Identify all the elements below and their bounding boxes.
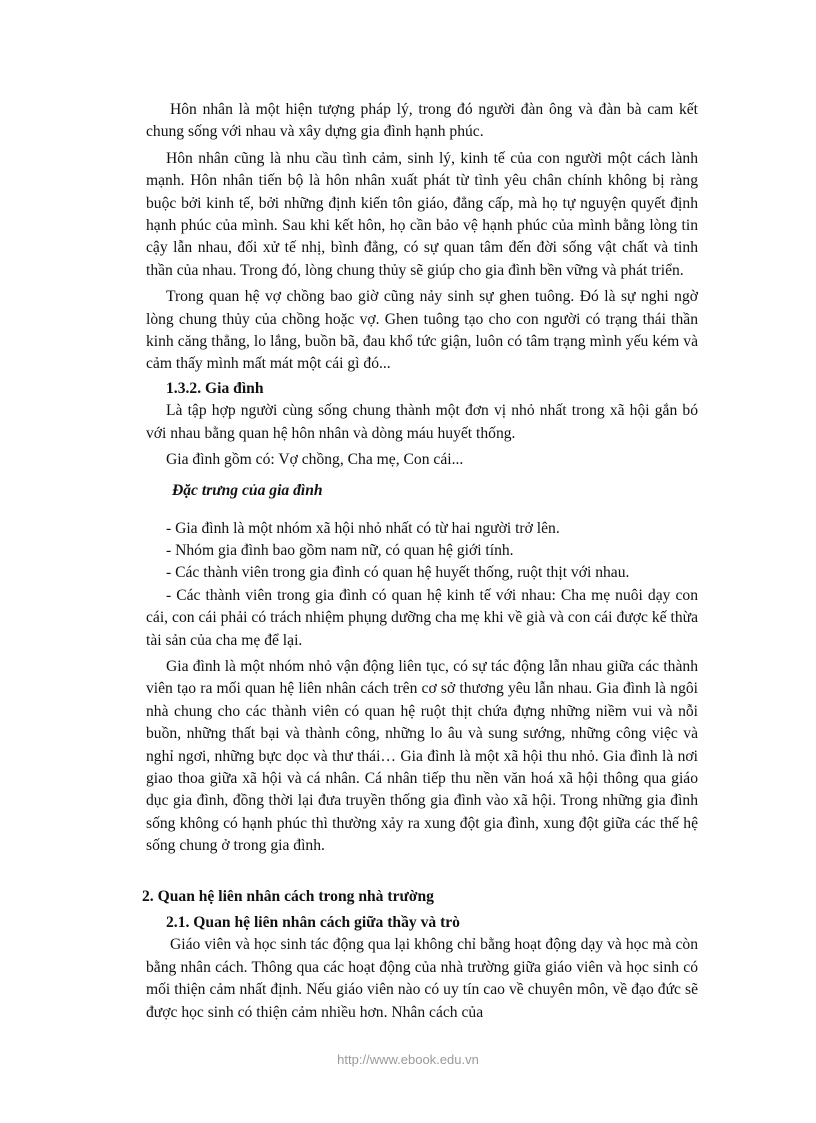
- list-item: - Các thành viên trong gia đình có quan hệ kinh tế với nhau: Cha mẹ nuôi dạy con cái, con cái phải có trách nhiệm phụng dưỡng cha mẹ khi về già và con cái được kế thừa tài sản của cha mẹ để lại.: [146, 586, 698, 649]
- list-item: - Các thành viên trong gia đình có quan hệ huyết thống, ruột thịt với nhau.: [166, 564, 630, 582]
- footer-url: http://www.ebook.edu.vn: [337, 1052, 479, 1067]
- section-heading-family: 1.3.2. Gia đình: [166, 379, 264, 397]
- paragraph-teacher-student: Giáo viên và học sinh tác động qua lại không chỉ bằng hoạt động dạy và học mà còn bằng nhân cách. Thông qua các hoạt động của nhà trường giữa giáo viên và học sinh có mối thiện cảm nhất định. Nếu giáo viên nào có uy tín cao về chuyên môn, về đạo đức sẽ được học sinh có thiện cảm nhiều hơn. Nhân cách của: [146, 936, 698, 1021]
- section-heading-school-relations: 2. Quan hệ liên nhân cách trong nhà trường: [142, 887, 434, 905]
- paragraph-marriage-needs: Hôn nhân cũng là nhu cầu tình cảm, sinh lý, kinh tế của con người một cách lành mạnh. Hôn nhân tiến bộ là hôn nhân xuất phát từ tình yêu chân chính không bị ràng buộc bởi kinh tế, bởi những định kiến tôn giáo, đẳng cấp, mà họ tự nguyện quyết định hạnh phúc của mình. Sau khi kết hôn, họ cần bảo vệ hạnh phúc của mình bằng lòng tin cậy lẫn nhau, đối xử tế nhị, bình đẳng, có sự quan tâm đến đời sống vật chất và tinh thần của nhau. Trong đó, lòng chung thủy sẽ giúp cho gia đình bền vững và phát triển.: [146, 149, 698, 279]
- paragraph-marriage-definition: Hôn nhân là một hiện tượng pháp lý, trong đó người đàn ông và đàn bà cam kết chung sống với nhau và xây dựng gia đình hạnh phúc.: [146, 101, 698, 141]
- paragraph-family-members: Gia đình gồm có: Vợ chồng, Cha mẹ, Con cái...: [166, 451, 464, 469]
- subsection-heading-teacher-student: 2.1. Quan hệ liên nhân cách giữa thầy và trò: [166, 914, 460, 931]
- list-item: - Nhóm gia đình bao gồm nam nữ, có quan hệ giới tính.: [166, 541, 514, 559]
- paragraph-family-definition: Là tập hợp người cùng sống chung thành một đơn vị nhỏ nhất trong xã hội gắn bó với nhau bằng quan hệ hôn nhân và dòng máu huyết thống.: [146, 402, 698, 442]
- list-item: - Gia đình là một nhóm xã hội nhỏ nhất có từ hai người trở lên.: [166, 519, 560, 537]
- subheading-family-characteristics: Đặc trưng của gia đình: [172, 481, 323, 499]
- document-page: [142, 99, 698, 1024]
- paragraph-jealousy: Trong quan hệ vợ chồng bao giờ cũng nảy sinh sự ghen tuông. Đó là sự nghi ngờ lòng chung thủy của chồng hoặc vợ. Ghen tuông tạo cho con người có trạng thái thần kinh căng thẳng, lo lắng, buồn bã, đau khổ tức giận, luôn có tâm trạng mình yếu kém và cảm thấy mình mất mát một cái gì đó...: [146, 288, 698, 373]
- paragraph-family-group: Gia đình là một nhóm nhỏ vận động liên tục, có sự tác động lẫn nhau giữa các thành viên tạo ra mối quan hệ liên nhân cách trên cơ sở thương yêu lẫn nhau. Gia đình là ngôi nhà chung cho các thành viên có quan hệ ruột thịt chứa đựng những niềm vui và nỗi buồn, những thất bại và thành công, những lo âu và sung sướng, những công việc và nghỉ ngơi, những bực dọc và thư thái… Gia đình là một xã hội thu nhỏ. Gia đình là nơi giao thoa giữa xã hội và cá nhân. Cá nhân tiếp thu nền văn hoá xã hội thông qua giáo dục gia đình, đồng thời lại đưa truyền thống gia đình vào xã hội. Trong những gia đình sống không có hạnh phúc thì thường xảy ra xung đột gia đình, xung đột giữa các thế hệ sống chung ở trong gia đình.: [146, 657, 698, 855]
